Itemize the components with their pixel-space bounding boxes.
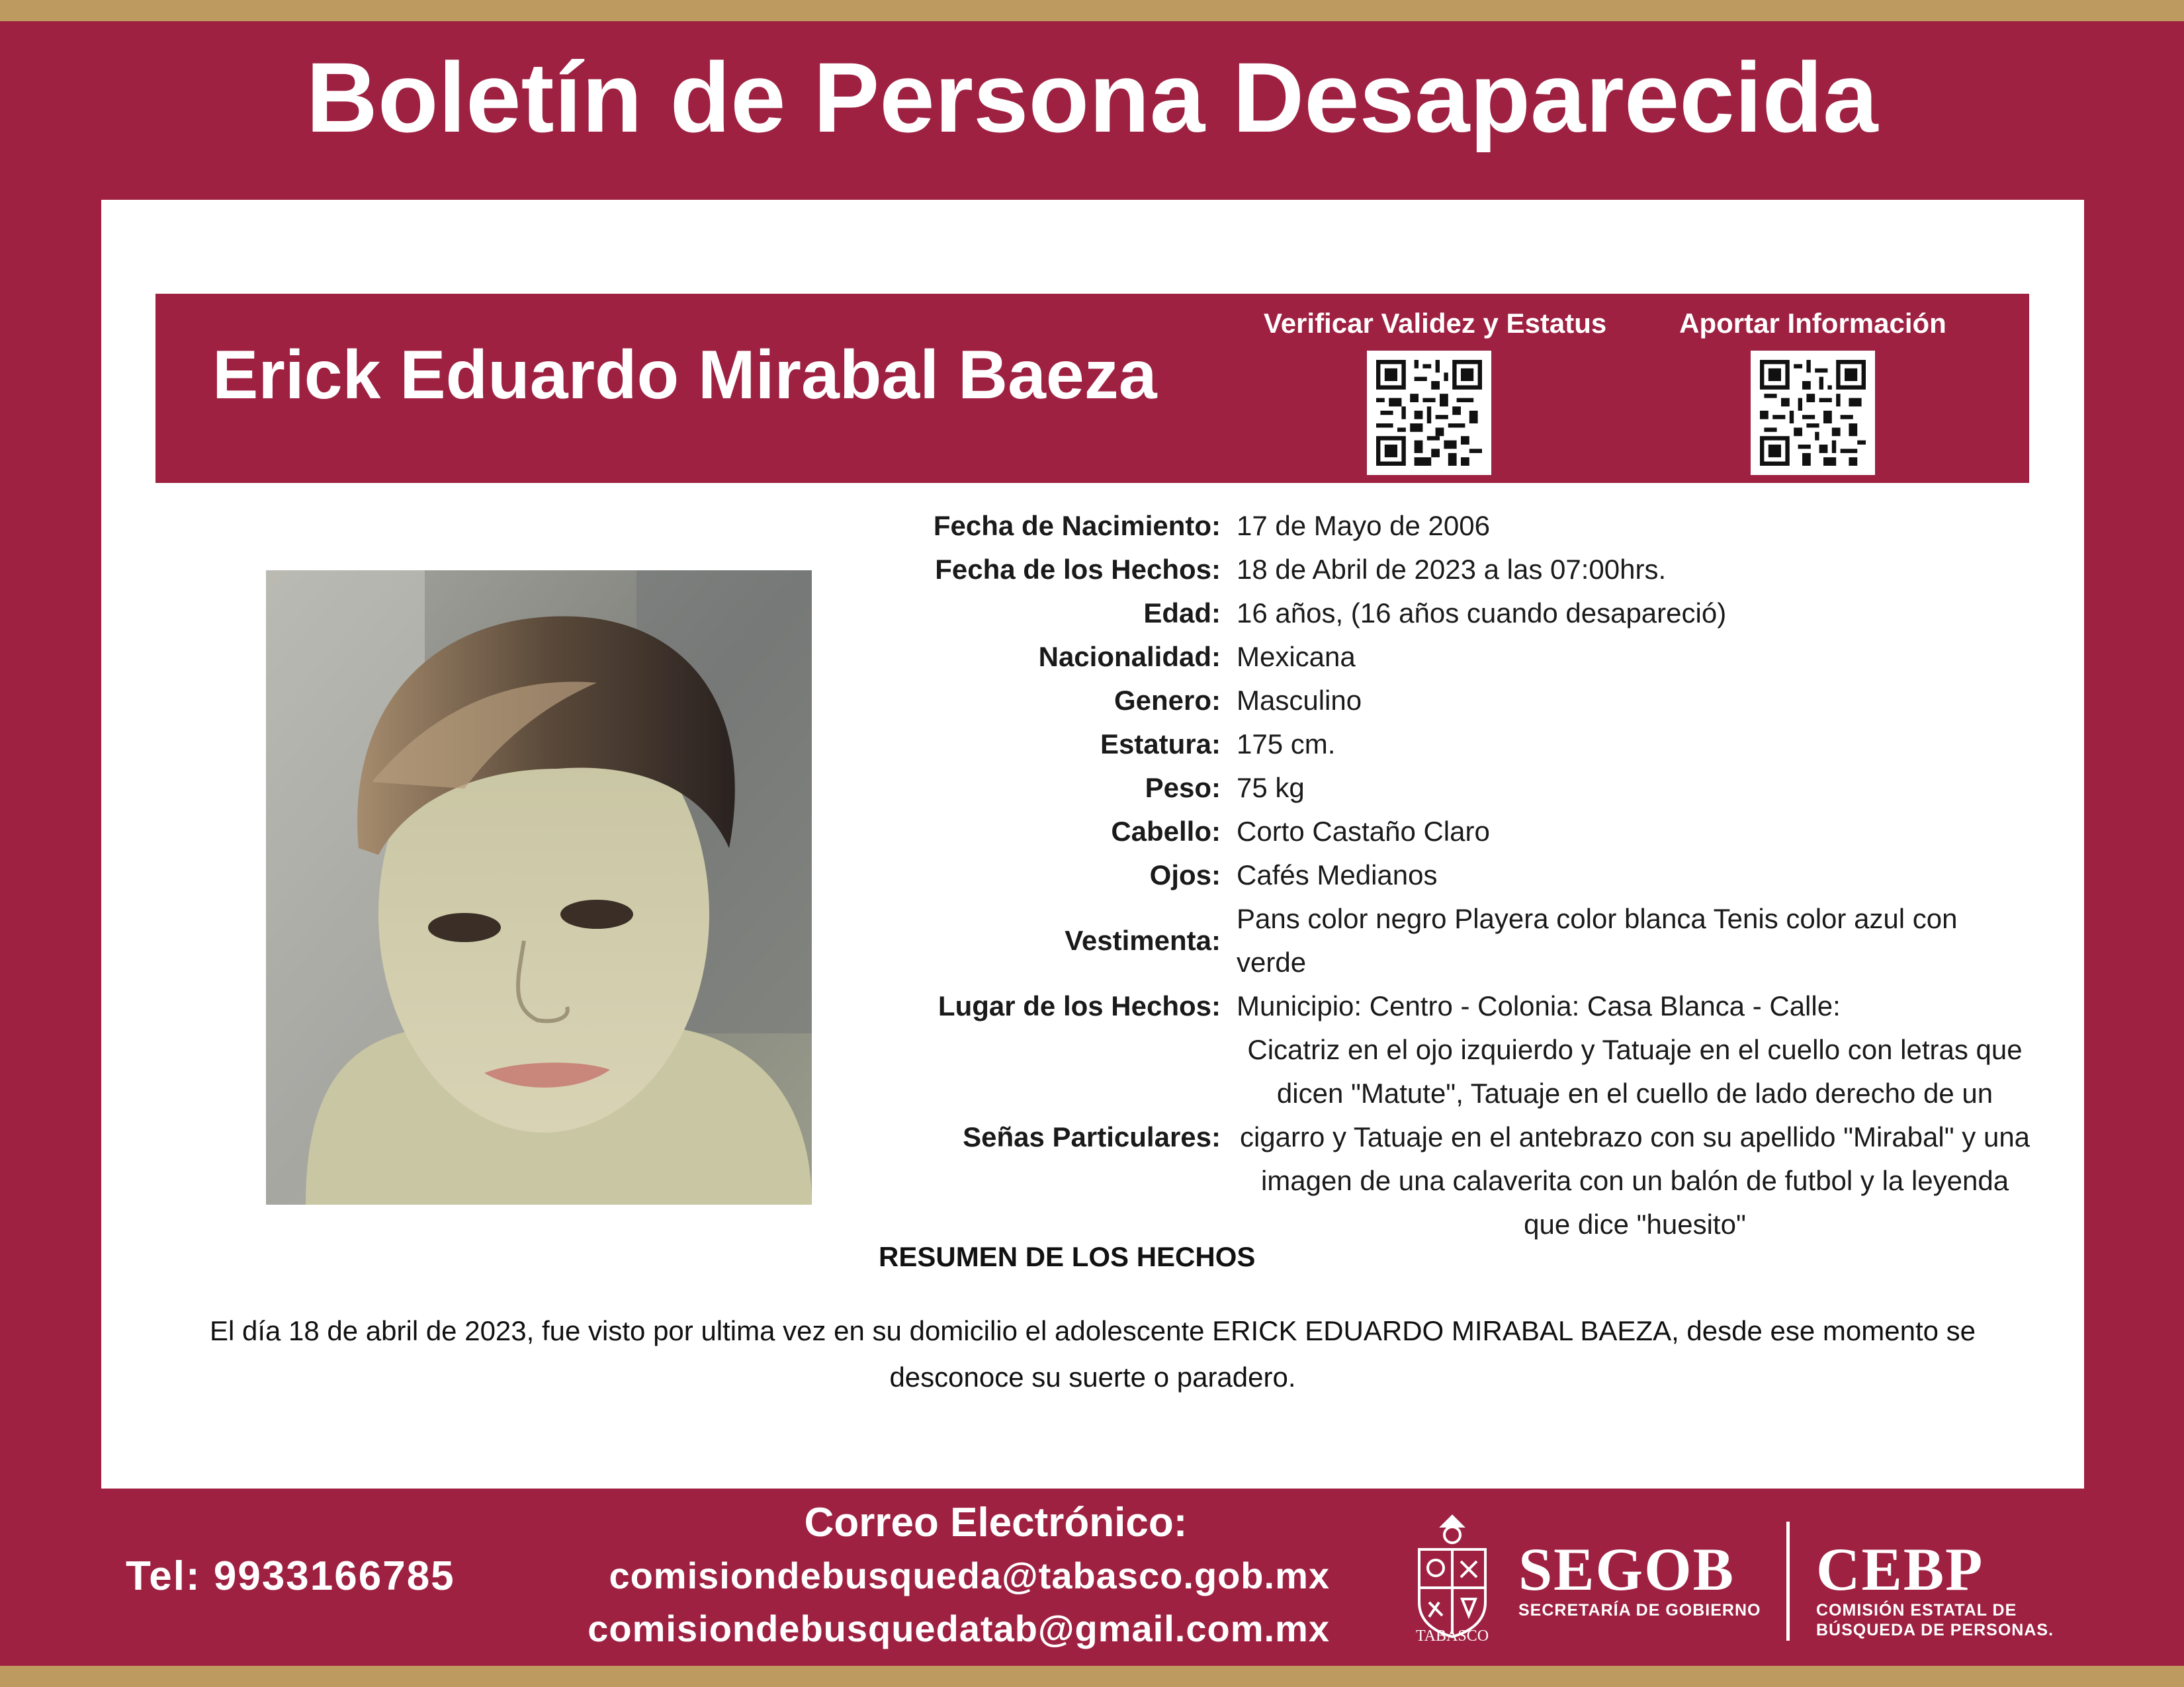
- bottom-gold-band: [0, 1666, 2184, 1687]
- footer-email-block: [569, 1496, 1330, 1655]
- bulletin-title: Boletín de Persona Desaparecida: [306, 42, 1878, 153]
- aportar-qr-block[interactable]: [1647, 306, 1978, 475]
- detail-label: Estatura:: [1100, 728, 1221, 759]
- detail-label: Genero:: [1114, 685, 1221, 716]
- verify-qr-code[interactable]: [1367, 351, 1491, 475]
- detail-row: [875, 635, 2033, 679]
- segob-wordmark: SEGOB: [1518, 1536, 1735, 1603]
- top-gold-band: [0, 0, 2184, 21]
- detail-row: [875, 766, 2033, 810]
- seal-caption: TABASCO: [1415, 1627, 1489, 1645]
- detail-row: [875, 984, 2033, 1028]
- summary-text: El día 18 de abril de 2023, fue visto por ultima vez en su domicilio el adolescente ERICK EDUARDO MIRABAL BAEZA, desde ese momento se desconoce su suerte o paradero.: [209, 1315, 1976, 1393]
- detail-value: Cicatriz en el ojo izquierdo y Tatuaje en el cuello con letras que dicen "Matute", Tatuaje en el cuello de lado derecho de un cigarro y Tatuaje en el antebrazo con su apellido "Mirabal" y una imagen de una calaverita con un balón de futbol y la leyenda que dice "huesito": [1239, 1034, 2031, 1240]
- segob-logo: [1518, 1538, 1761, 1620]
- name-banner: [155, 294, 2029, 483]
- details-list: [875, 504, 2033, 1246]
- detail-value: 18 de Abril de 2023 a las 07:00hrs.: [1237, 554, 1667, 585]
- email-link-1[interactable]: comisiondebusqueda@tabasco.gob.mx: [609, 1555, 1330, 1596]
- detail-row: [875, 897, 2033, 984]
- detail-label: Nacionalidad:: [1038, 641, 1221, 672]
- detail-value: Cafés Medianos: [1237, 859, 1438, 890]
- qr-code-icon: [1760, 360, 1866, 466]
- detail-label: Peso:: [1145, 772, 1221, 803]
- detail-label: Fecha de Nacimiento:: [933, 510, 1221, 541]
- detail-value: 75 kg: [1237, 772, 1305, 803]
- detail-row: [875, 853, 2033, 897]
- detail-label: Vestimenta:: [1065, 925, 1221, 956]
- email-title: Correo Electrónico:: [804, 1500, 1188, 1545]
- detail-label: Edad:: [1143, 597, 1221, 628]
- detail-label: Fecha de los Hechos:: [935, 554, 1221, 585]
- detail-label: Cabello:: [1111, 816, 1221, 847]
- verify-qr-label: Verificar Validez y Estatus: [1264, 308, 1607, 339]
- footer-phone[interactable]: Tel: 9933166785: [126, 1553, 455, 1599]
- cebp-wordmark: CEBP: [1816, 1536, 1984, 1603]
- detail-row: [875, 679, 2033, 722]
- segob-subtitle: SECRETARÍA DE GOBIERNO: [1518, 1601, 1761, 1620]
- portrait-photo-icon: [266, 570, 812, 1205]
- detail-value: 175 cm.: [1237, 728, 1336, 759]
- detail-label: Señas Particulares:: [963, 1121, 1221, 1152]
- person-name: Erick Eduardo Mirabal Baeza: [212, 337, 1157, 413]
- cebp-logo: [1816, 1538, 2054, 1640]
- summary-title: RESUMEN DE LOS HECHOS: [879, 1241, 1256, 1272]
- logo-divider: [1786, 1522, 1790, 1641]
- bulletin-sheet: [101, 200, 2084, 1489]
- cebp-subtitle-2: BÚSQUEDA DE PERSONAS.: [1816, 1621, 2054, 1639]
- detail-value: Mexicana: [1237, 641, 1356, 672]
- detail-row: [875, 722, 2033, 766]
- detail-value: Corto Castaño Claro: [1237, 816, 1490, 847]
- detail-value: 17 de Mayo de 2006: [1237, 510, 1490, 541]
- detail-row: [875, 591, 2033, 635]
- person-photo: [266, 570, 812, 1205]
- detail-value: Masculino: [1237, 685, 1362, 716]
- email-link-2[interactable]: comisiondebusquedatab@gmail.com.mx: [588, 1608, 1330, 1649]
- detail-label: Ojos:: [1149, 859, 1221, 890]
- detail-value: Pans color negro Playera color blanca Tenis color azul con verde: [1237, 903, 1958, 978]
- verify-qr-block[interactable]: [1264, 306, 1607, 475]
- detail-row: [875, 504, 2033, 548]
- detail-value: Municipio: Centro - Colonia: Casa Blanca - Calle:: [1237, 990, 1841, 1021]
- detail-value: 16 años, (16 años cuando desapareció): [1237, 597, 1727, 628]
- detail-row: [875, 548, 2033, 591]
- qr-code-icon: [1376, 360, 1482, 466]
- aportar-qr-code[interactable]: [1751, 351, 1875, 475]
- detail-label: Lugar de los Hechos:: [938, 990, 1221, 1021]
- cebp-subtitle-1: COMISIÓN ESTATAL DE: [1816, 1601, 2017, 1620]
- aportar-qr-label: Aportar Información: [1679, 308, 1946, 339]
- detail-row: [875, 1028, 2033, 1246]
- detail-row: [875, 810, 2033, 853]
